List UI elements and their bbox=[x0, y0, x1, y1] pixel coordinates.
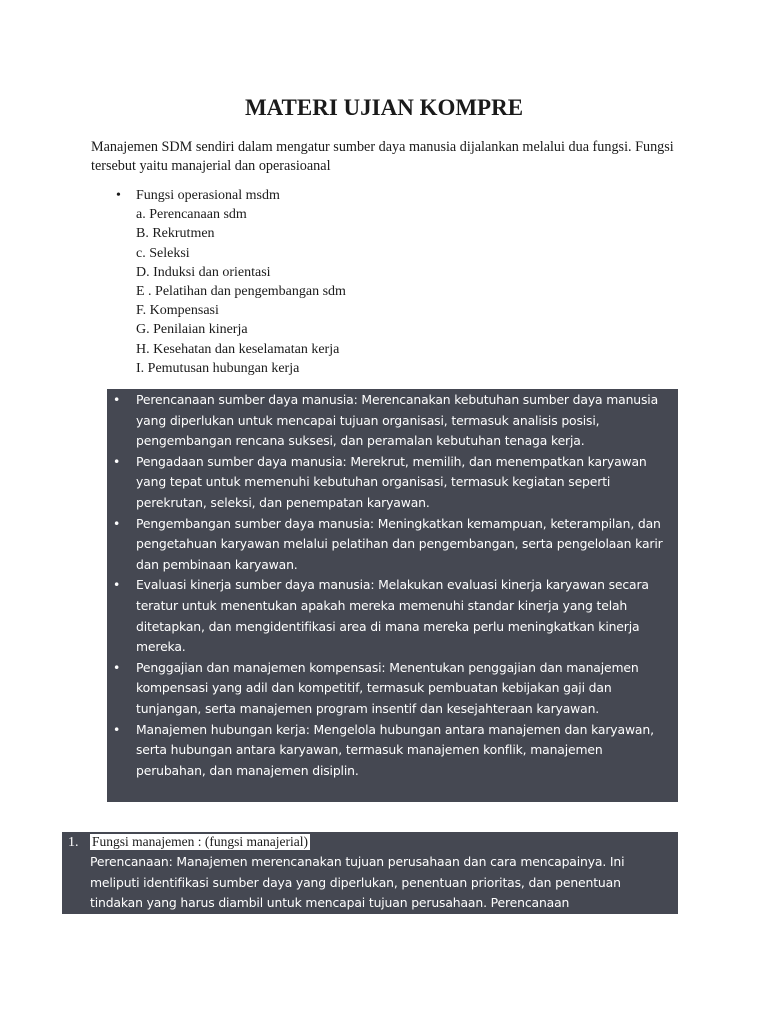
page-title: MATERI UJIAN KOMPRE bbox=[244, 95, 524, 120]
list-item-text: Pengembangan sumber daya manusia: Meningkatkan kemampuan, keterampilan, dan pengetahuan karyawan melalui pelatihan dan pengembangan, serta pengelolaan karir dan pembinaan karyawan. bbox=[136, 515, 663, 572]
list-item bbox=[107, 452, 678, 514]
ops-item: I. Pemutusan hubungan kerja bbox=[136, 360, 300, 376]
bullet-marker: • bbox=[113, 659, 121, 675]
ops-item: D. Induksi dan orientasi bbox=[136, 264, 271, 280]
hr-functions-list bbox=[107, 390, 678, 781]
list-item-text: Evaluasi kinerja sumber daya manusia: Melakukan evaluasi kinerja karyawan secara teratur untuk menentukan apakah mereka memenuhi standar kinerja yang telah ditetapkan, dan mengidentifikasi area di mana mereka perlu meningkatkan kinerja mereka. bbox=[136, 577, 649, 655]
list-item-text: Penggajian dan manajemen kompensasi: Menentukan penggajian dan manajemen kompensasi yang adil dan kompetitif, termasuk pembuatan kebijakan gaji dan tunjangan, serta manajemen program insentif dan kesejahteraan karyawan. bbox=[136, 659, 639, 716]
list-item-text: Pengadaan sumber daya manusia: Merekrut, memilih, dan menempatkan karyawan yang tepat untuk memenuhi kebutuhan organisasi, termasuk kegiatan seperti perekrutan, seleksi, dan penempatan karyawan. bbox=[136, 453, 647, 510]
ops-item: H. Kesehatan dan keselamatan kerja bbox=[136, 341, 340, 357]
section-body: Perencanaan: Manajemen merencanakan tujuan perusahaan dan cara mencapainya. Ini meliputi identifikasi sumber daya yang diperlukan, penentuan prioritas, dan penentuan tindakan yang harus diambil untuk mencapai tujuan perusahaan. Perencanaan bbox=[90, 854, 625, 911]
bullet-marker: • bbox=[113, 392, 121, 407]
ops-item: G. Penilaian kinerja bbox=[136, 322, 248, 338]
bullet-marker: • bbox=[113, 577, 121, 593]
list-item-text: Perencanaan sumber daya manusia: Merencanakan kebutuhan sumber daya manusia yang diperlukan untuk mencapai tujuan organisasi, termasuk analisis posisi, pengembangan rencana suksesi, dan peramalan kebutuhan tenaga kerja. bbox=[136, 392, 659, 449]
ops-item: c. Seleksi bbox=[136, 245, 190, 261]
list-item bbox=[107, 658, 678, 720]
section-heading: Fungsi manajemen : (fungsi manajerial) bbox=[92, 834, 308, 849]
ops-item: a. Perencanaan sdm bbox=[136, 207, 247, 223]
intro-paragraph: Manajemen SDM sendiri dalam mengatur sumber daya manusia dijalankan melalui dua fungsi. Fungsi tersebut yaitu manajerial dan operasioanal bbox=[91, 139, 674, 174]
hr-functions-highlight-box bbox=[107, 389, 678, 802]
bullet-marker: • bbox=[113, 721, 121, 737]
operational-functions-text bbox=[136, 186, 346, 378]
list-item-text: Manajemen hubungan kerja: Mengelola hubungan antara manajemen dan karyawan, serta hubungan antara karyawan, termasuk manajemen konflik, manajemen perubahan, dan manajemen disiplin. bbox=[136, 721, 654, 778]
ops-item: B. Rekrutmen bbox=[136, 226, 215, 242]
bullet-marker: • bbox=[116, 188, 121, 203]
list-item bbox=[107, 720, 678, 782]
bullet-marker: • bbox=[113, 453, 121, 469]
ops-item: E . Pelatihan dan pengembangan sdm bbox=[136, 284, 346, 300]
list-item bbox=[107, 575, 678, 657]
bullet-marker: • bbox=[113, 515, 121, 531]
management-function-section bbox=[62, 832, 678, 914]
list-item bbox=[107, 390, 678, 452]
operational-functions-heading: Fungsi operasional msdm bbox=[136, 188, 280, 203]
section-number: 1. bbox=[68, 835, 79, 850]
ops-item: F. Kompensasi bbox=[136, 303, 219, 319]
list-item bbox=[107, 514, 678, 576]
